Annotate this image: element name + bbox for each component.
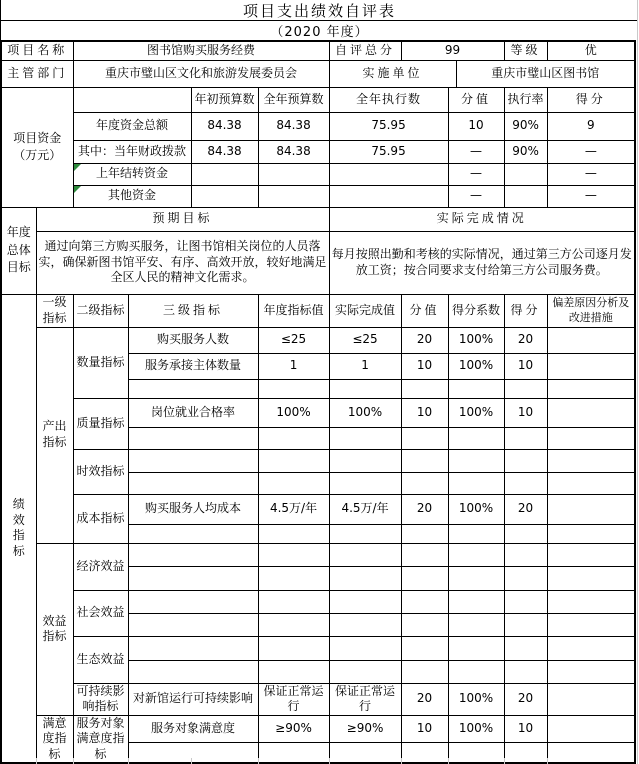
cell-empty: [329, 613, 401, 636]
indicator-score: 10: [401, 398, 448, 427]
funds-rate-value: 90%: [504, 140, 547, 163]
header-target: 年度指标值: [258, 294, 329, 327]
sheet-gridline-stub: [73, 758, 74, 764]
cell-empty: [448, 543, 504, 566]
impl-unit-label: 实施单位: [329, 60, 456, 87]
funds-score-value: —: [448, 163, 504, 185]
cell-empty: [128, 742, 258, 763]
funds-initial-value: 84.38: [191, 112, 258, 140]
cell-empty: [128, 543, 258, 566]
indicator-score: 20: [401, 494, 448, 524]
cell-empty: [258, 449, 329, 472]
cell-empty: [448, 566, 504, 590]
cell-empty: [258, 472, 329, 494]
cell-deviation-empty: [547, 398, 635, 427]
cell-empty: [448, 590, 504, 613]
indicator-score: 20: [401, 683, 448, 715]
cell-empty: [401, 427, 448, 449]
cell-empty: [448, 427, 504, 449]
cell-empty: [329, 636, 401, 660]
cell-empty: [504, 636, 547, 660]
funds-row-label-text: 其他资金: [108, 188, 157, 203]
level2-quality: 质量指标: [73, 398, 128, 449]
project-name-label: 项目名称: [1, 41, 73, 60]
indicator-target: 保证正常运行: [258, 683, 329, 715]
indicator-target: ≤25: [258, 327, 329, 353]
funds-header-got: 得分: [547, 87, 635, 112]
cell-empty: [504, 379, 547, 398]
header-level2: 二级指标: [73, 294, 128, 327]
cell-empty: [401, 613, 448, 636]
indicator-coef: 100%: [448, 715, 504, 742]
cell-empty: [547, 427, 635, 449]
cell-deviation-empty: [547, 494, 635, 524]
indicator-got: 10: [504, 398, 547, 427]
indicator-name: 服务承接主体数量: [128, 353, 258, 379]
cell-empty: [258, 379, 329, 398]
cell-empty: [258, 636, 329, 660]
funds-header-score: 分值: [448, 87, 504, 112]
dept-label: 主管部门: [1, 60, 73, 87]
cell-empty: [258, 566, 329, 590]
indicator-name: 购买服务人数: [128, 327, 258, 353]
indicator-coef: 100%: [448, 327, 504, 353]
header-level1: 一级指标: [36, 294, 73, 327]
funds-executed-value: 75.95: [329, 112, 448, 140]
indicator-got: 20: [504, 327, 547, 353]
cell-empty: [128, 524, 258, 543]
cell-empty: [258, 163, 329, 185]
cell-empty: [258, 185, 329, 207]
cell-empty: [73, 87, 191, 112]
cell-empty: [128, 427, 258, 449]
cell-empty: [448, 472, 504, 494]
cell-empty: [401, 379, 448, 398]
indicator-got: 10: [504, 715, 547, 742]
cell-empty: [401, 660, 448, 683]
funds-section-label-text: 项目资金（万元）: [13, 131, 62, 162]
sheet-gridline-right: [637, 0, 638, 764]
cell-empty: [448, 449, 504, 472]
funds-header-executed: 全年执行数: [329, 87, 448, 112]
indicator-name: 对新馆运行可持续影响: [128, 683, 258, 715]
cell-empty: [547, 660, 635, 683]
indicator-actual: 100%: [329, 398, 401, 427]
cell-empty: [329, 590, 401, 613]
indicator-coef: 100%: [448, 683, 504, 715]
cell-empty: [547, 472, 635, 494]
cell-deviation-empty: [547, 683, 635, 715]
cell-empty: [448, 379, 504, 398]
funds-header-rate: 执行率: [504, 87, 547, 112]
cell-empty: [504, 590, 547, 613]
cell-empty: [504, 613, 547, 636]
funds-score-value: —: [448, 185, 504, 207]
cell-empty: [258, 427, 329, 449]
goals-actual-text: 每月按照出勤和考核的实际情况，通过第三方公司逐月发放工资；按合同要求支付给第三方公司服务费。: [329, 231, 635, 294]
indicator-score: 10: [401, 353, 448, 379]
cell-empty: [401, 524, 448, 543]
indicator-name: 服务对象满意度: [128, 715, 258, 742]
indicators-side-label-text: 绩效指标: [12, 497, 25, 559]
self-score-value: 99: [401, 41, 504, 60]
cell-empty: [128, 613, 258, 636]
cell-empty: [329, 742, 401, 763]
self-score-label: 自评总分: [329, 41, 401, 60]
indicator-score: 10: [401, 715, 448, 742]
indicator-score: 20: [401, 327, 448, 353]
cell-empty: [448, 742, 504, 763]
sheet-gridline-stub: [258, 758, 259, 764]
level2-sustainable: 可持续影响指标: [73, 683, 128, 715]
cell-empty: [128, 590, 258, 613]
level2-quantity: 数量指标: [73, 327, 128, 398]
page-title: 项目支出绩效自评表: [0, 0, 638, 21]
indicator-actual: ≥90%: [329, 715, 401, 742]
funds-row-label: [73, 163, 191, 185]
funds-executed-value: 75.95: [329, 140, 448, 163]
indicator-target: 1: [258, 353, 329, 379]
cell-empty: [401, 566, 448, 590]
cell-empty: [547, 742, 635, 763]
funds-score-value: 10: [448, 112, 504, 140]
cell-empty: [329, 543, 401, 566]
funds-row-label: 其中：当年财政拨款: [73, 140, 191, 163]
funds-annual-value: 84.38: [258, 140, 329, 163]
funds-header-initial: 年初预算数: [191, 87, 258, 112]
cell-empty: [401, 590, 448, 613]
cell-empty: [504, 566, 547, 590]
cell-empty: [547, 636, 635, 660]
indicator-got: 20: [504, 494, 547, 524]
funds-row-label: 年度资金总额: [73, 112, 191, 140]
cell-empty: [504, 660, 547, 683]
cell-empty: [329, 163, 448, 185]
indicator-target: ≥90%: [258, 715, 329, 742]
impl-unit-value: 重庆市璧山区图书馆: [456, 60, 635, 87]
cell-empty: [401, 449, 448, 472]
cell-empty: [504, 185, 547, 207]
cell-deviation-empty: [547, 715, 635, 742]
cell-empty: [401, 742, 448, 763]
header-coef: 得分系数: [448, 294, 504, 327]
indicator-coef: 100%: [448, 398, 504, 427]
sheet-gridline-stub: [547, 758, 548, 764]
level2-economic: 经济效益: [73, 543, 128, 590]
grade-value: 优: [547, 41, 635, 60]
cell-empty: [329, 524, 401, 543]
level2-cost: 成本指标: [73, 494, 128, 543]
cell-empty: [504, 543, 547, 566]
cell-empty: [329, 185, 448, 207]
sheet-gridline-stub: [448, 758, 449, 764]
cell-empty: [547, 543, 635, 566]
cell-empty: [504, 472, 547, 494]
cell-deviation-empty: [547, 353, 635, 379]
sheet-gridline-stub: [401, 758, 402, 764]
funds-got-value: 9: [547, 112, 635, 140]
cell-empty: [547, 449, 635, 472]
funds-got-value: —: [547, 163, 635, 185]
indicator-actual: 保证正常运行: [329, 683, 401, 715]
level2-satisfaction: 服务对象满意度指标: [73, 715, 128, 763]
goals-section-label-text: 年度总体目标: [6, 225, 31, 275]
funds-rate-value: 90%: [504, 112, 547, 140]
indicator-actual: 4.5万/年: [329, 494, 401, 524]
dept-value: 重庆市璧山区文化和旅游发展委员会: [73, 60, 329, 87]
cell-empty: [329, 379, 401, 398]
indicator-name: 购买服务人均成本: [128, 494, 258, 524]
evaluation-table: [0, 40, 636, 764]
goals-expected-header: 预期目标: [36, 207, 329, 231]
cell-empty: [128, 379, 258, 398]
header-level3: 三级指标: [128, 294, 258, 327]
funds-header-annual: 全年预算数: [258, 87, 329, 112]
cell-empty: [329, 449, 401, 472]
cell-empty: [547, 566, 635, 590]
sheet-gridline-stub: [191, 758, 192, 764]
header-actual: 实际完成值: [329, 294, 401, 327]
cell-empty: [329, 660, 401, 683]
grade-label: 等级: [504, 41, 547, 60]
cell-deviation-empty: [547, 327, 635, 353]
cell-empty: [504, 163, 547, 185]
cell-empty: [258, 590, 329, 613]
funds-got-value: —: [547, 140, 635, 163]
funds-score-value: —: [448, 140, 504, 163]
cell-empty: [448, 524, 504, 543]
indicator-coef: 100%: [448, 353, 504, 379]
cell-empty: [448, 613, 504, 636]
cell-empty: [504, 742, 547, 763]
goals-actual-header: 实际完成情况: [329, 207, 635, 231]
cell-empty: [401, 636, 448, 660]
page-subtitle: （2020 年度）: [0, 21, 638, 40]
funds-row-label: [73, 185, 191, 207]
cell-empty: [504, 427, 547, 449]
excel-error-triangle-icon: [74, 186, 81, 193]
cell-empty: [191, 185, 258, 207]
level2-social: 社会效益: [73, 590, 128, 636]
cell-empty: [128, 472, 258, 494]
cell-empty: [258, 524, 329, 543]
sheet-gridline-stub: [329, 758, 330, 764]
cell-empty: [128, 636, 258, 660]
cell-empty: [547, 379, 635, 398]
cell-empty: [329, 427, 401, 449]
cell-empty: [258, 660, 329, 683]
cell-empty: [504, 449, 547, 472]
excel-error-triangle-icon: [74, 164, 81, 171]
cell-empty: [547, 524, 635, 543]
cell-empty: [128, 566, 258, 590]
cell-empty: [128, 449, 258, 472]
cell-empty: [547, 613, 635, 636]
level1-output: 产出指标: [36, 327, 73, 543]
header-score: 分值: [401, 294, 448, 327]
cell-empty: [128, 660, 258, 683]
cell-empty: [401, 472, 448, 494]
cell-empty: [258, 543, 329, 566]
level1-satisfaction: 满意度指标: [36, 715, 73, 763]
level2-ecological: 生态效益: [73, 636, 128, 683]
project-name-value: 图书馆购买服务经费: [73, 41, 329, 60]
sheet-gridline-stub: [128, 758, 129, 764]
funds-got-value: —: [547, 185, 635, 207]
indicator-target: 100%: [258, 398, 329, 427]
funds-initial-value: 84.38: [191, 140, 258, 163]
header-deviation: 偏差原因分析及改进措施: [547, 294, 635, 327]
sheet-gridline-stub: [36, 758, 37, 764]
goals-section-label: [1, 207, 36, 294]
indicator-name: 岗位就业合格率: [128, 398, 258, 427]
indicator-got: 10: [504, 353, 547, 379]
cell-empty: [504, 524, 547, 543]
funds-annual-value: 84.38: [258, 112, 329, 140]
level2-timeliness: 时效指标: [73, 449, 128, 494]
cell-empty: [401, 543, 448, 566]
indicator-got: 20: [504, 683, 547, 715]
cell-empty: [448, 660, 504, 683]
funds-section-label: [1, 87, 73, 207]
cell-empty: [258, 742, 329, 763]
cell-empty: [448, 636, 504, 660]
cell-empty: [547, 590, 635, 613]
cell-empty: [191, 163, 258, 185]
indicator-actual: 1: [329, 353, 401, 379]
indicator-actual: ≤25: [329, 327, 401, 353]
header-got: 得分: [504, 294, 547, 327]
indicators-side-label: [1, 294, 36, 763]
cell-empty: [329, 472, 401, 494]
sheet-gridline-stub: [504, 758, 505, 764]
funds-row-label-text: 上年结转资金: [96, 166, 169, 181]
goals-expected-text: 通过向第三方购买服务，让图书馆相关岗位的人员落实，确保新图书馆平安、有序、高效开放，较好地满足全区人民的精神文化需求。: [36, 231, 329, 294]
level1-benefit: 效益指标: [36, 543, 73, 715]
cell-empty: [258, 613, 329, 636]
indicator-target: 4.5万/年: [258, 494, 329, 524]
indicator-coef: 100%: [448, 494, 504, 524]
cell-empty: [329, 566, 401, 590]
